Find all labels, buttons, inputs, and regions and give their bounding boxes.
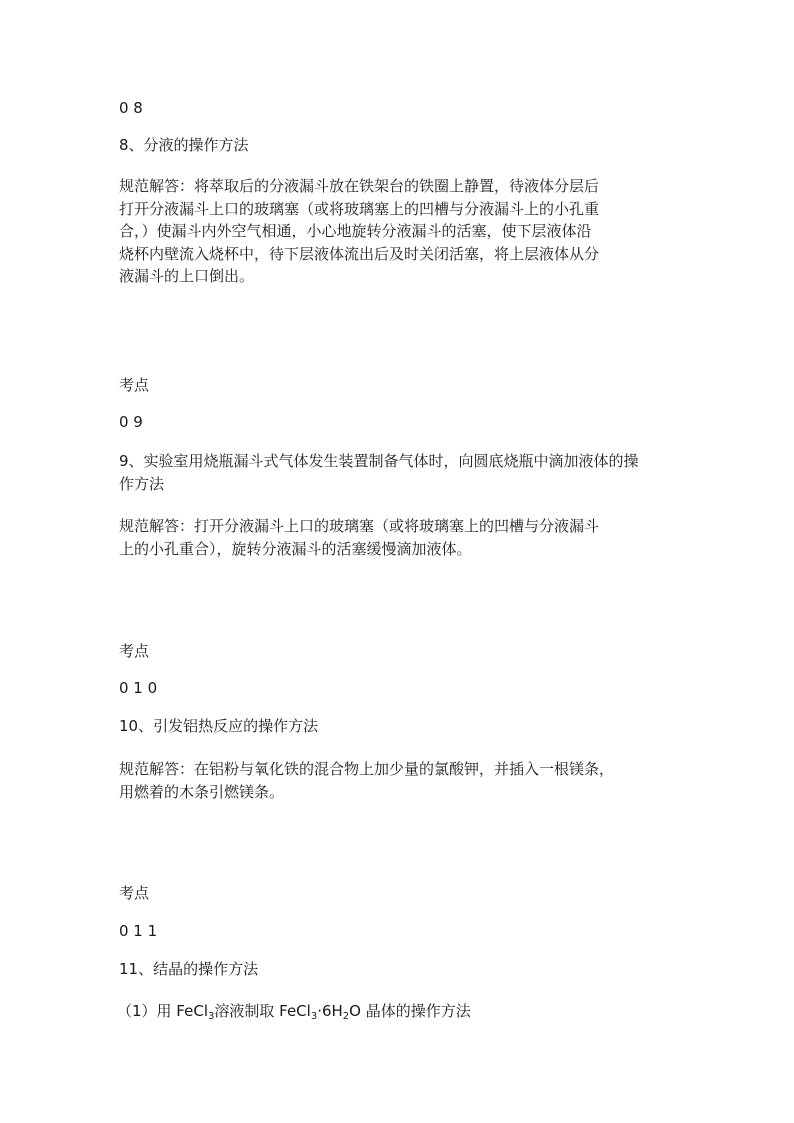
title-line: 9、实验室用烧瓶漏斗式气体发生装置制备气体时，向圆底烧瓶中滴加液体的操 xyxy=(119,452,639,470)
answer-line: 上的小孔重合），旋转分液漏斗的活塞缓慢滴加液体。 xyxy=(119,539,472,558)
section-code: 0 8 xyxy=(119,99,143,117)
section-label: 考点 xyxy=(119,642,150,660)
subscript: 2 xyxy=(342,1011,350,1022)
answer-line: 烧杯内壁流入烧杯中，待下层液体流出后及时关闭活塞，将上层液体从分 xyxy=(119,244,600,263)
sub-item-suffix: O 晶体的操作方法 xyxy=(349,1002,471,1020)
section-title: 8、分液的操作方法 xyxy=(119,136,249,154)
answer-paragraph xyxy=(119,515,679,560)
answer-line: 规范解答：将萃取后的分液漏斗放在铁架台的铁圈上静置，待液体分层后 xyxy=(119,177,600,195)
section-label: 考点 xyxy=(119,884,150,902)
answer-line: 用燃着的木条引燃镁条。 xyxy=(119,782,285,801)
answer-line: 规范解答：打开分液漏斗上口的玻璃塞（或将玻璃塞上的凹槽与分液漏斗 xyxy=(119,517,600,535)
section-title: 11、结晶的操作方法 xyxy=(119,960,259,978)
section-title: 10、引发铝热反应的操作方法 xyxy=(119,717,319,735)
answer-line: 打开分液漏斗上口的玻璃塞（或将玻璃塞上的凹槽与分液漏斗上的小孔重 xyxy=(119,199,600,218)
answer-line: 液漏斗的上口倒出。 xyxy=(119,267,255,285)
section-title xyxy=(119,450,679,495)
section-code: 0 1 0 xyxy=(119,679,158,697)
answer-paragraph xyxy=(119,175,679,288)
answer-paragraph xyxy=(119,758,679,803)
section-label: 考点 xyxy=(119,376,150,394)
sub-item-prefix: （1）用 FeCl xyxy=(117,1002,208,1020)
sub-item-mid: 溶液制取 FeCl xyxy=(214,1002,311,1020)
section-code: 0 1 1 xyxy=(119,922,158,940)
subscript: 3 xyxy=(208,1011,215,1022)
sub-item-heading xyxy=(117,1000,471,1028)
subscript: 3 xyxy=(310,1011,318,1022)
answer-line: 合，）使漏斗内外空气相通，小心地旋转分液漏斗的活塞，使下层液体沿 xyxy=(119,222,592,240)
answer-line: 规范解答：在铝粉与氧化铁的混合物上加少量的氯酸钾，并插入一根镁条， xyxy=(119,760,615,778)
title-line: 作方法 xyxy=(119,474,165,493)
sub-item-mid2: ·6H xyxy=(317,1002,343,1020)
section-code: 0 9 xyxy=(119,413,143,431)
